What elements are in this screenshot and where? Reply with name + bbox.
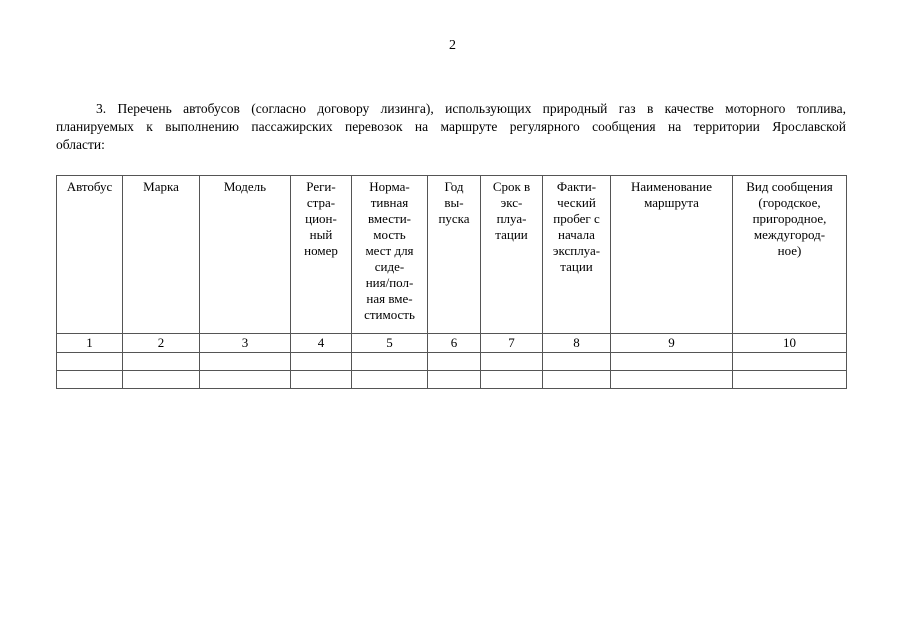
table-cell xyxy=(291,353,352,371)
table-cell xyxy=(352,353,428,371)
header-capacity: Норма- тивная вмести- мость мест для сиде- ния/пол- ная вме- стимость xyxy=(352,176,428,334)
header-brand: Марка xyxy=(123,176,200,334)
table-cell xyxy=(57,353,123,371)
table-cell xyxy=(57,371,123,389)
column-number: 2 xyxy=(123,334,200,353)
table-cell xyxy=(123,353,200,371)
header-service-term: Срок в экс- плуа- тации xyxy=(481,176,543,334)
column-number: 1 xyxy=(57,334,123,353)
page-number: 2 xyxy=(449,38,456,53)
table-cell xyxy=(291,371,352,389)
column-number: 7 xyxy=(481,334,543,353)
header-service-type: Вид сообщения (городское, пригородное, междугород- ное) xyxy=(733,176,847,334)
table-cell xyxy=(733,371,847,389)
header-bus: Автобус xyxy=(57,176,123,334)
table-cell xyxy=(611,353,733,371)
header-row xyxy=(57,176,847,334)
column-number: 9 xyxy=(611,334,733,353)
table-row xyxy=(57,371,847,389)
column-number: 8 xyxy=(543,334,611,353)
table-cell xyxy=(543,371,611,389)
paragraph-line: области: xyxy=(56,137,105,152)
paragraph-line: планируемых к выполнению пассажирских перевозок на маршруте регулярного сообщения на территории Ярославской xyxy=(56,119,846,134)
header-year: Год вы- пуска xyxy=(428,176,481,334)
intro-paragraph xyxy=(56,100,846,154)
header-registration-number: Реги- стра- цион- ный номер xyxy=(291,176,352,334)
column-number: 3 xyxy=(200,334,291,353)
header-route-name: Наименование маршрута xyxy=(611,176,733,334)
paragraph-line: 3. Перечень автобусов (согласно договору лизинга), использующих природный газ в качестве моторного топлива, xyxy=(96,101,846,116)
column-number-row xyxy=(57,334,847,353)
column-number: 4 xyxy=(291,334,352,353)
table-cell xyxy=(428,371,481,389)
bus-list-table xyxy=(56,175,847,389)
column-number: 5 xyxy=(352,334,428,353)
table-cell xyxy=(543,353,611,371)
table-cell xyxy=(481,353,543,371)
table-cell xyxy=(733,353,847,371)
table-cell xyxy=(481,371,543,389)
column-number: 10 xyxy=(733,334,847,353)
table-cell xyxy=(352,371,428,389)
header-mileage: Факти- ческий пробег с начала эксплуа- тации xyxy=(543,176,611,334)
header-model: Модель xyxy=(200,176,291,334)
table-cell xyxy=(611,371,733,389)
table-cell xyxy=(200,353,291,371)
table-cell xyxy=(428,353,481,371)
table-cell xyxy=(200,371,291,389)
table-row xyxy=(57,353,847,371)
table-cell xyxy=(123,371,200,389)
column-number: 6 xyxy=(428,334,481,353)
